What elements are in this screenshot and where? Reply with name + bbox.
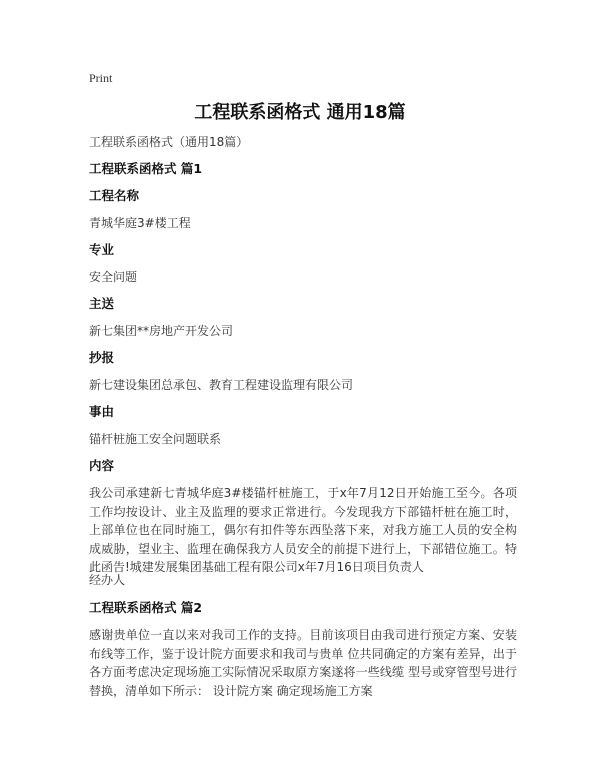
subject-label: 事由 [89,404,115,419]
article2-content: 感谢贵单位一直以来对我司工作的支持。目前该项目由我司进行预定方案、安装布线等工作，鉴于设计院方面要求和我司与贵单 位共同确定的方案有差异，出于各方面考虑决定现场施工实际情况采取原方案遂将一些线缆 型号或穿管型号进行替换，清单如下所示： 设计院方案 确定现场施工方案 [89,628,517,698]
handler-label: 经办人 [89,573,126,587]
cc-label: 抄报 [89,350,115,365]
article1-title: 工程联系函格式 篇1 [89,161,203,176]
content-label: 内容 [89,458,115,473]
subtitle: 工程联系函格式（通用18篇） [89,135,249,149]
article2-title: 工程联系函格式 篇2 [89,600,203,615]
page-title: 工程联系函格式 通用18篇 [194,102,406,123]
print-label[interactable]: Print [89,71,113,85]
specialty-value: 安全问题 [89,270,138,284]
send-to-value: 新七集团**房地产开发公司 [89,324,234,338]
subject-value: 锚杆桩施工安全问题联系 [89,432,222,446]
article1-content: 我公司承建新七青城华庭3#楼锚杆桩施工，于x年7月12日开始施工至今。各项工作均按设计、业主及监理的要求正常进行。今发现我方下部锚杆桩在施工时，上部单位也在同时施工，偶尔有扣件等东西坠落下来，对我方施工人员的安全构成威胁，望业主、监理在确保我方人员安全的前提下进行上，下部错位施工。特此函告!城建发展集团基础工程有限公司x年7月16日项目负责人 [89,486,517,574]
specialty-label: 专业 [89,242,115,257]
project-name-label: 工程名称 [89,188,140,203]
project-name-value: 青城华庭3#楼工程 [89,216,191,230]
send-to-label: 主送 [89,296,115,311]
cc-value: 新七建设集团总承包、教育工程建设监理有限公司 [89,378,354,392]
